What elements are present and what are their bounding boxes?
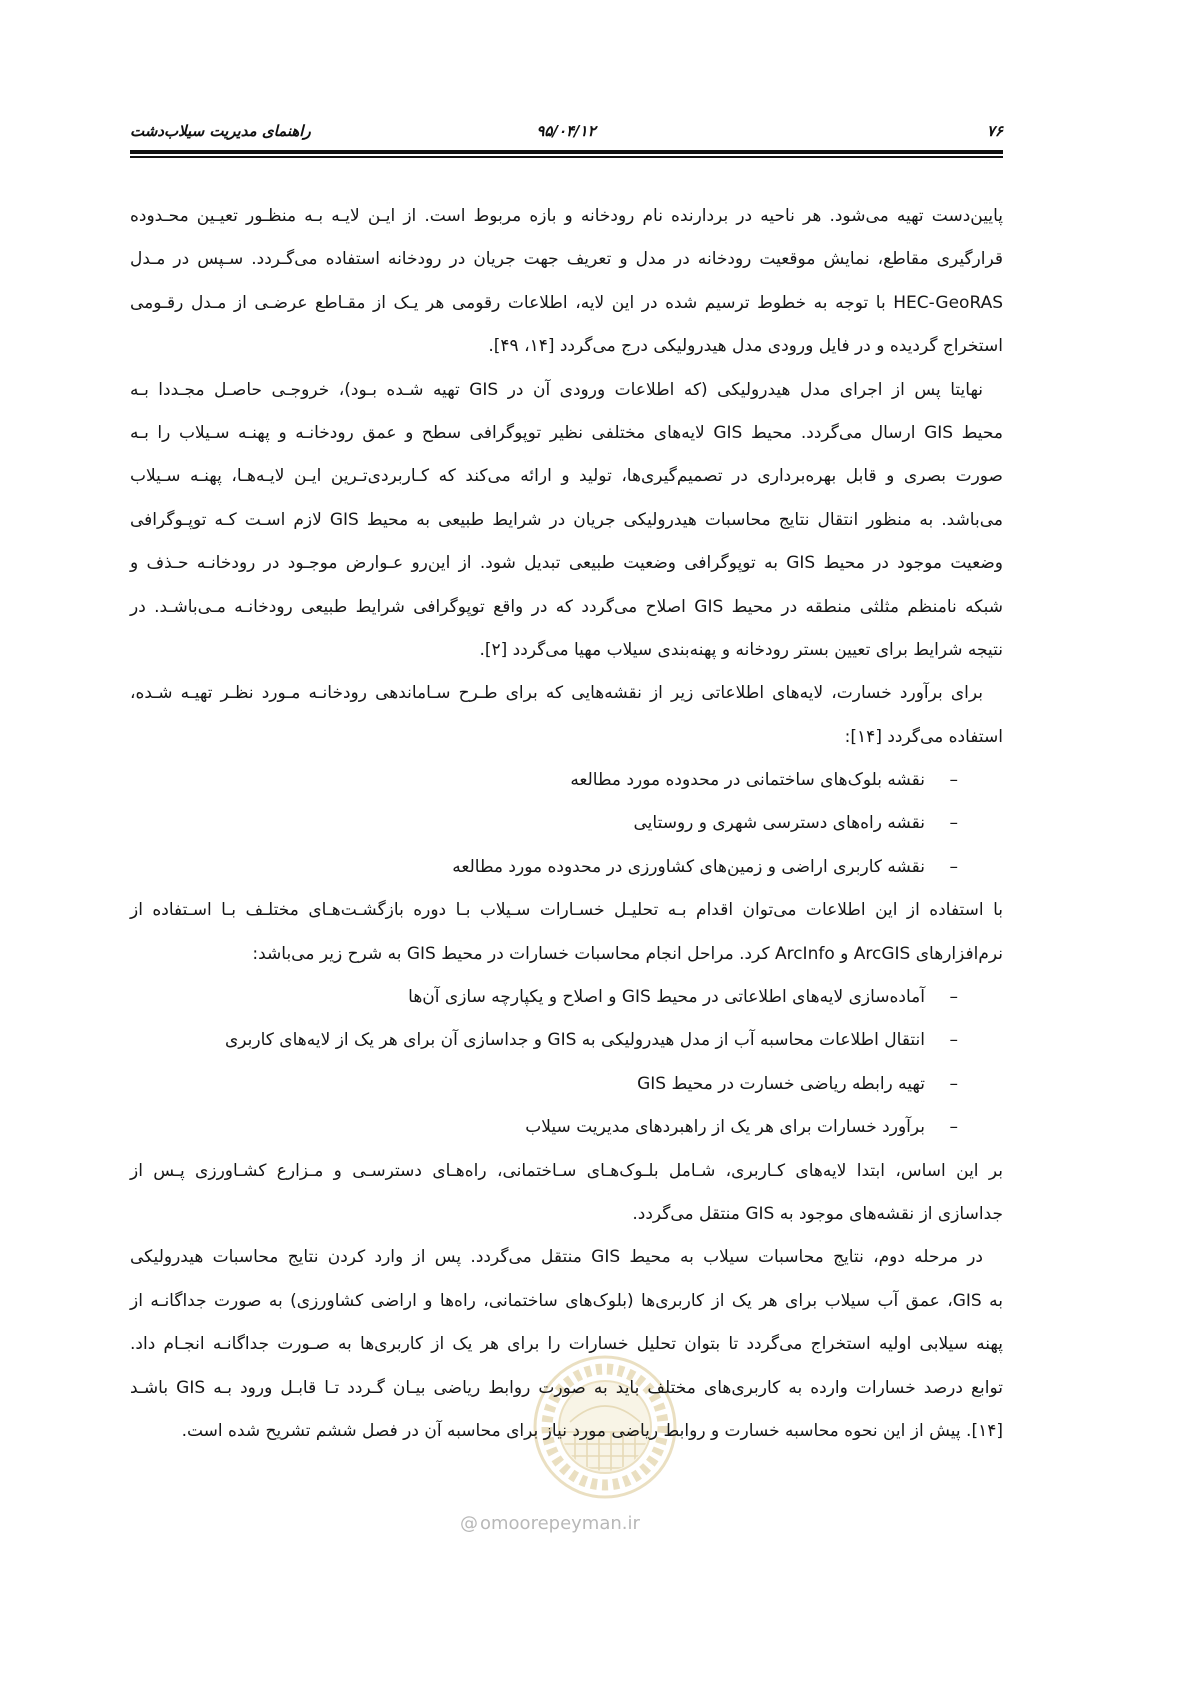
bullet-list [130, 759, 1003, 889]
paragraph-line [130, 412, 1003, 455]
line-text: نرم‌افزارهای ArcGIS و ArcInfo کرد. مراحل انجام محاسبات خسارات در محیط GIS به شرح زیر می‌باشد: [252, 943, 1003, 964]
list-marker: – [949, 770, 958, 791]
page-number: ۷۶ [986, 122, 1003, 140]
list-item-text: نقشه راه‌های دسترسی شهری و روستایی [633, 813, 925, 834]
paragraph-line [130, 1193, 1003, 1236]
line-text: جداسازی از نقشه‌های موجود به GIS منتقل می‌گردد. [632, 1203, 1003, 1224]
paragraph [130, 195, 1003, 369]
paragraph-line [130, 455, 1003, 498]
paragraph-line [130, 672, 1003, 715]
watermark [460, 1512, 640, 1536]
paragraph-line [130, 542, 1003, 585]
list-item-text: انتقال اطلاعات محاسبه آب از مدل هیدرولیکی به GIS و جداسازی آن برای هر یک از لایه‌های کاربری [225, 1030, 925, 1051]
line-text: HEC-GeoRAS با توجه به خطوط ترسیم شده در این لایه، اطلاعات رقومی هر یـک از مقـاطع عرضـی از مـدل رقـومی [130, 292, 1003, 313]
paragraph-line [130, 933, 1003, 976]
list-marker: – [949, 1117, 958, 1138]
line-text: پایین‌دست تهیه می‌شود. هر ناحیه در بردارنده نام رودخانه و بازه مربوط است. از ایـن لایـه بـه منظـور تعیـین محـدوده [130, 206, 1003, 226]
paragraph [130, 672, 1003, 759]
paragraph-line [130, 1150, 1003, 1193]
body-text [130, 195, 1003, 1453]
list-marker: – [949, 813, 958, 834]
line-text: به GIS، عمق آب سیلاب برای هر یک از کاربری‌ها (بلوک‌های ساختمانی، راه‌ها و اراضی کشاورزی) به صورت جداگانـه از [130, 1290, 1004, 1311]
paragraph [130, 1236, 1003, 1453]
watermark-site: omoorepeyman.ir [480, 1513, 640, 1534]
paragraph [130, 889, 1003, 976]
list-item [130, 802, 1003, 845]
list-item [130, 846, 1003, 889]
list-marker: – [949, 1073, 958, 1094]
line-text: [۱۴]. پیش از این نحوه محاسبه خسارت و روابط ریاضی مورد نیاز برای محاسبه آن در فصل ششم تشریح شده است. [181, 1420, 1003, 1441]
at-icon [460, 1513, 480, 1534]
line-text: قرارگیری مقاطع، نمایش موقعیت رودخانه در مدل و تعریف جهت جریان در رودخانه استفاده می‌گـردد. سـپس در مـدل [130, 249, 1003, 270]
list-item [130, 1106, 1003, 1149]
paragraph-line [130, 1410, 1003, 1453]
line-text: نهایتا پس از اجرای مدل هیدرولیکی (که اطلاعات ورودی آن در GIS تهیه شـده بـود)، خروجـی حاصـل مجـددا بـه [130, 379, 984, 400]
line-text: وضعیت موجود در محیط GIS به توپوگرافی وضعیت طبیعی تبدیل شود. از این‌رو عـوارض موجـود در رودخانـه حـذف و [130, 553, 1003, 574]
list-marker: – [949, 1030, 958, 1051]
line-text: برای برآورد خسارت، لایه‌های اطلاعاتی زیر از نقشه‌هایی که برای طـرح سـاماندهی رودخانـه مـورد نظـر تهیـه شـده، [130, 683, 983, 704]
line-text: می‌باشد. به منظور انتقال نتایج محاسبات هیدرولیکی جریان در شرایط طبیعی به محیط GIS لازم اسـت کـه توپـوگرافی [130, 509, 1003, 530]
line-text: صورت بصری و قابل بهره‌برداری در تصمیم‌گیری‌ها، تولید و ارائه می‌کند که کـاربردی‌تـرین ایـن لایـه‌هـا، پهنـه سـیلاب [130, 466, 1003, 487]
paragraph-line [130, 1323, 1003, 1366]
paragraph-line [130, 1280, 1003, 1323]
paragraph-line [130, 586, 1003, 629]
paragraph [130, 1150, 1003, 1237]
list-marker: – [949, 987, 958, 1008]
line-text: با استفاده از این اطلاعات می‌توان اقدام بـه تحلیـل خسـارات سـیلاب بـا دوره بازگشـت‌هـای مختلـف بـا اسـتفاده از [130, 900, 1003, 921]
line-text: محیط GIS ارسال می‌گردد. محیط GIS لایه‌های مختلفی نظیر توپوگرافی سطح و عمق رودخانـه و پهنـه سـیلاب را بـه [130, 422, 1004, 443]
line-text: بر این اساس، ابتدا لایه‌های کـاربری، شـامل بلـوک‌هـای سـاختمانی، راه‌هـای دسترسـی و مـزارع کشـاورزی پـس از [130, 1160, 1003, 1181]
paragraph-line [130, 369, 1003, 412]
list-item-text: تهیه رابطه ریاضی خسارت در محیط GIS [637, 1073, 925, 1094]
paragraph-line [130, 716, 1003, 759]
line-text: نتیجه شرایط برای تعیین بستر رودخانه و پهنه‌بندی سیلاب مهیا می‌گردد [۲]. [479, 639, 1003, 660]
list-item-text: نقشه کاربری اراضی و زمین‌های کشاورزی در محدوده مورد مطالعه [452, 856, 925, 877]
list-item-text: برآورد خسارات برای هر یک از راهبردهای مدیریت سیلاب [525, 1117, 925, 1138]
header-rule-thin [130, 156, 1003, 158]
line-text: شبکه نامنظم مثلثی منطقه در محیط GIS اصلاح می‌گردد که در واقع توپوگرافی شرایط طبیعی رودخانـه مـی‌باشـد. در [130, 596, 1003, 617]
line-text: در مرحله دوم، نتایج محاسبات سیلاب به محیط GIS منتقل می‌گردد. پس از وارد کردن نتایج محاسبات هیدرولیکی [130, 1247, 983, 1268]
paragraph [130, 369, 1003, 673]
paragraph-line [130, 1367, 1003, 1410]
line-text: استخراج گردیده و در فایل ورودی مدل هیدرولیکی درج می‌گردد [۱۴، ۴۹]. [488, 336, 1003, 357]
paragraph-line [130, 195, 1003, 238]
line-text: توابع درصد خسارات وارده به کاربری‌های مختلف باید به صورت روابط ریاضی بیـان گـردد تـا قابـل ورود بـه GIS باشـد [130, 1377, 1004, 1398]
list-marker: – [949, 856, 958, 877]
paragraph-line [130, 499, 1003, 542]
running-title: راهنمای مدیریت سیلاب‌دشت [130, 122, 311, 140]
list-item [130, 1063, 1003, 1106]
bullet-list [130, 976, 1003, 1150]
list-item-text: نقشه بلوک‌های ساختمانی در محدوده مورد مطالعه [570, 770, 925, 791]
header-date: ۹۵/۰۴/۱۲ [536, 122, 596, 140]
paragraph-line [130, 629, 1003, 672]
paragraph-line [130, 238, 1003, 281]
paragraph-line [130, 1236, 1003, 1279]
line-text: پهنه سیلابی اولیه استخراج می‌گردد تا بتوان تحلیل خسارات را برای هر یک از کاربری‌ها به صـورت جداگانـه انجـام داد. [130, 1334, 1003, 1355]
line-text: استفاده می‌گردد [۱۴]: [844, 726, 1003, 747]
paragraph-line [130, 325, 1003, 368]
list-item [130, 759, 1003, 802]
list-item-text: آماده‌سازی لایه‌های اطلاعاتی در محیط GIS و اصلاح و یکپارچه سازی آن‌ها [408, 987, 925, 1008]
header-rule-thick [130, 150, 1003, 154]
paragraph-line [130, 889, 1003, 932]
list-item [130, 1019, 1003, 1062]
list-item [130, 976, 1003, 1019]
paragraph-line [130, 282, 1003, 325]
